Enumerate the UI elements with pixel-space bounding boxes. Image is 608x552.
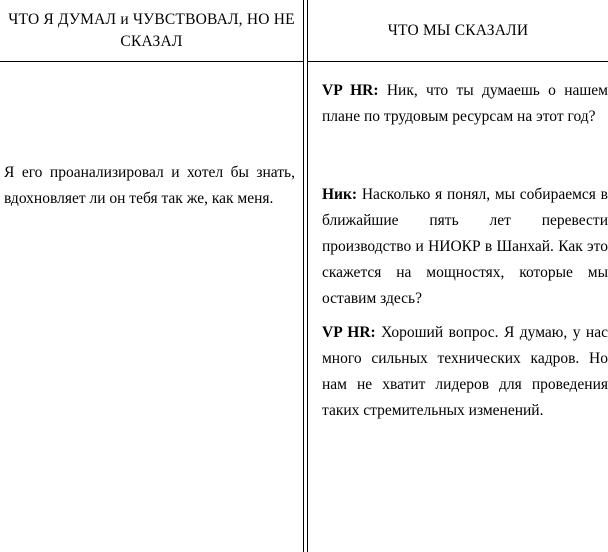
speaker-text: Ник, что ты думаешь о нашем плане по трудовым ресурсам на этот год? [322, 82, 608, 125]
speaker-label: VP HR: [322, 82, 379, 99]
left-column-header-text [8, 9, 295, 53]
right-column-body [308, 62, 608, 552]
speaker-text: Насколько я понял, мы собираемся в ближайшие пять лет перевести производство и НИОКР в Шанхай. Как это скажется на мощностях, которые мы оставим здесь? [322, 186, 608, 307]
dialogue-line [322, 182, 608, 312]
dialogue-line [322, 320, 608, 424]
right-column-header-text: ЧТО МЫ СКАЗАЛИ [387, 21, 529, 39]
left-column-header [0, 0, 303, 62]
left-column [0, 0, 303, 552]
left-column-header-line2: НО НЕ СКАЗАЛ [120, 10, 295, 50]
dialogue-line [322, 78, 608, 130]
right-column-header [308, 0, 608, 62]
left-column-paragraph: Я его проанализировал и хотел бы знать, вдохновляет ли он тебя так же, как меня. [4, 164, 295, 207]
speaker-label: VP HR: [322, 324, 376, 341]
speaker-text: Хороший вопрос. Я думаю, у нас много сильных технических кадров. Но нам не хватит лидеров для проведения таких стремительных изменений. [322, 324, 608, 419]
speaker-label: Ник: [322, 186, 358, 203]
right-column [308, 0, 608, 552]
left-column-body [0, 62, 303, 552]
left-column-header-line1: ЧТО Я ДУМАЛ и ЧУВСТВОВАЛ, [8, 10, 243, 28]
